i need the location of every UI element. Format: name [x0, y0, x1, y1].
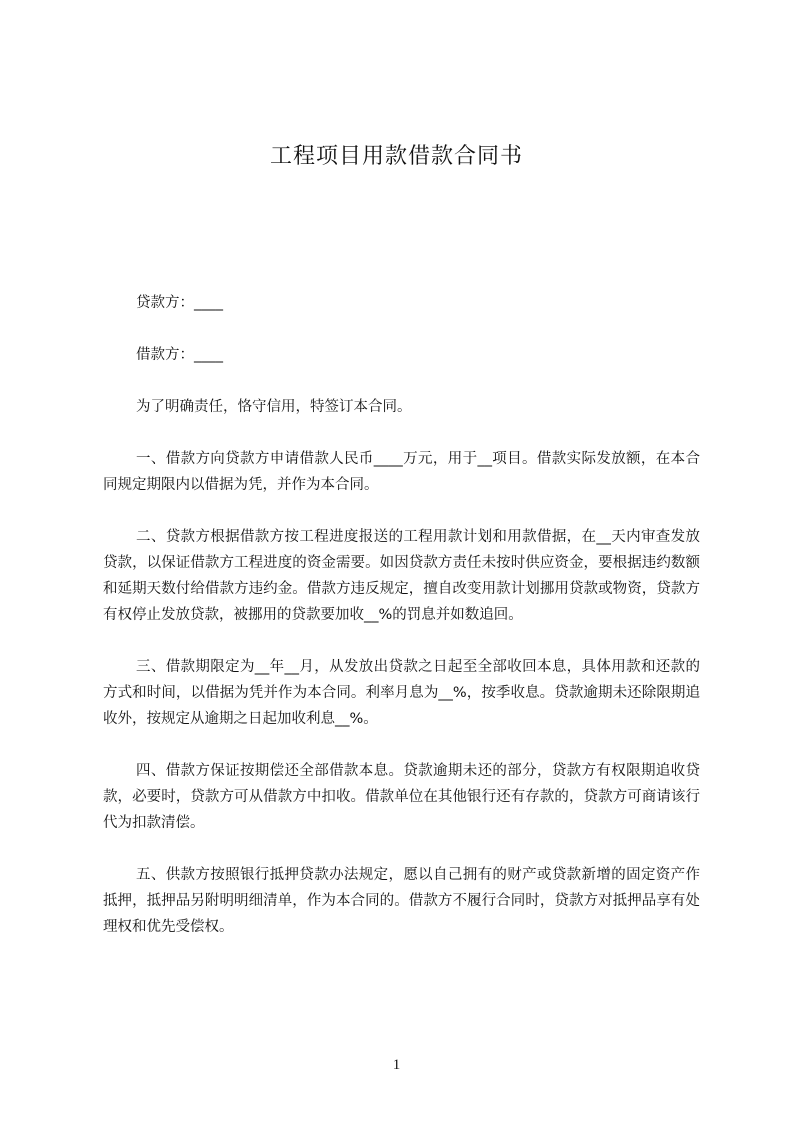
document-body [103, 290, 700, 966]
borrower-line: 借款方：____ [136, 347, 223, 363]
clause-4-paragraph: 四、借款方保证按期偿还全部借款本息。贷款逾期未还的部分，贷款方有权限期追收贷款，必要时，贷款方可从借款方中扣收。借款单位在其他银行还有存款的，贷款方可商请该行代为扣款清偿。 [103, 763, 700, 831]
lender-line: 贷款方：____ [136, 295, 223, 311]
preamble-paragraph: 为了明确责任，恪守信用，特签订本合同。 [136, 399, 412, 415]
clause-5-paragraph: 五、供款方按照银行抵押贷款办法规定，愿以自己拥有的财产或贷款新增的固定资产作抵押，抵押品另附明明细清单，作为本合同的。借款方不履行合同时，贷款方对抵押品享有处理权和优先受偿权。 [103, 867, 700, 935]
document-title: 工程项目用款借款合同书 [269, 144, 523, 169]
clause-2-paragraph: 二、贷款方根据借款方按工程进度报送的工程用款计划和用款借据，在__天内审查发放贷款，以保证借款方工程进度的资金需要。如因贷款方责任未按时供应资金，要根据违约数额和延期天数付给借款方违约金。借款方违反规定，擅自改变用款计划挪用贷款或物资，贷款方有权停止发放贷款，被挪用的贷款要加收__%的罚息并如数追回。 [103, 529, 700, 623]
clause-1-paragraph: 一、借款方向贷款方申请借款人民币____万元，用于__项目。借款实际发放额，在本合同规定期限内以借据为凭，并作为本合同。 [103, 451, 700, 493]
page-number: 1 [392, 1057, 401, 1073]
clause-3-paragraph: 三、借款期限定为__年__月，从发放出贷款之日起至全部收回本息，具体用款和还款的方式和时间，以借据为凭并作为本合同。利率月息为__%，按季收息。贷款逾期未还除限期追收外，按规定从逾期之日起加收利息__%。 [103, 659, 700, 727]
